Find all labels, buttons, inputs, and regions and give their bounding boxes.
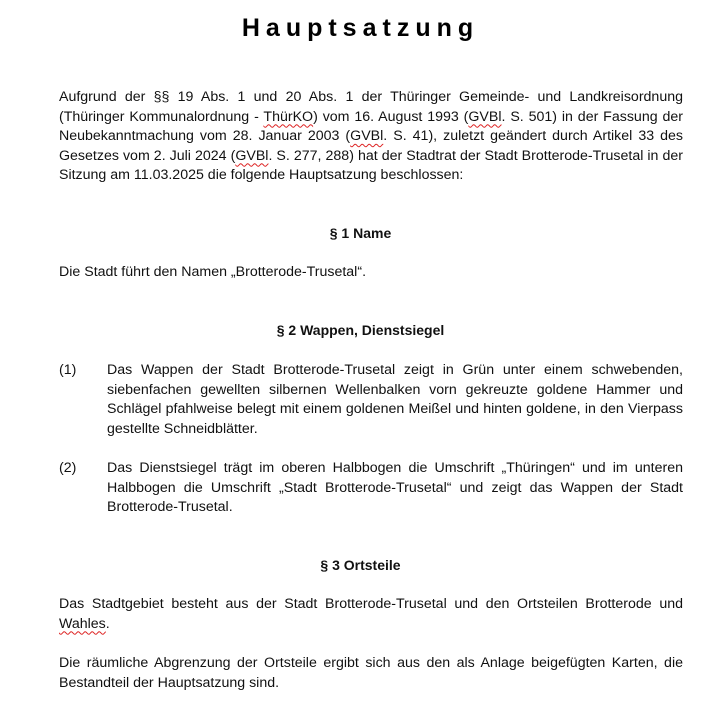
section-2-item-2 bbox=[59, 459, 683, 518]
section-1-heading: § 1 Name bbox=[329, 225, 392, 241]
abbr-gvbl-3: GVBl bbox=[235, 147, 269, 164]
preamble-paragraph bbox=[59, 88, 683, 186]
section-3-heading: § 3 Ortsteile bbox=[320, 557, 401, 573]
word-wahles: Wahles bbox=[59, 615, 106, 632]
item-number: (1) bbox=[59, 362, 77, 378]
item-number: (2) bbox=[59, 460, 77, 476]
abbr-gvbl-1: GVBl bbox=[468, 108, 502, 125]
preamble-text-5: . S. 277, 288) hat der Stadtrat der Stadt Brotterode-Trusetal in der Sitzung am 11.03.2025 die folgende Hauptsatzung beschlossen: bbox=[59, 147, 683, 183]
preamble-text-2: ) vom 16. August 1993 ( bbox=[313, 108, 469, 125]
document-title: Hauptsatzung bbox=[241, 14, 480, 42]
section-1-text: Die Stadt führt den Namen „Brotterode-Trusetal“. bbox=[59, 264, 367, 280]
section-2-item-1 bbox=[59, 361, 683, 439]
item-text: Das Wappen der Stadt Brotterode-Trusetal zeigt in Grün unter einem schwebenden, siebenfachen gewellten silbernen Wellenbalken vorn gekreuzte goldene Hammer und Schlägel pfahlweise belegt mit einem goldenen Meißel und hinten goldene, in den Vierpass gestellte Schneidblätter. bbox=[107, 362, 683, 437]
section-3-text-1b: . bbox=[105, 615, 110, 632]
section-3-paragraph-1 bbox=[59, 595, 683, 634]
section-2-heading: § 2 Wappen, Dienstsiegel bbox=[276, 322, 445, 338]
item-text: Das Dienstsiegel trägt im oberen Halbbogen die Umschrift „Thüringen“ und im unteren Halbbogen die Umschrift „Stadt Brotterode-Trusetal“ und zeigt das Wappen der Stadt Brotterode-Trusetal. bbox=[107, 460, 683, 515]
section-3-text-1a: Das Stadtgebiet besteht aus der Stadt Brotterode-Trusetal und den Ortsteilen Brotterode und bbox=[59, 596, 683, 612]
preamble-text-3: . S. 501) in der Fassung der Neubekanntmachung vom 28. Januar 2003 ( bbox=[59, 108, 683, 144]
preamble-text-1: Aufgrund der §§ 19 Abs. 1 und 20 Abs. 1 der Thüringer Gemeinde- und Landkreisordnung (Thüringer Kommunalordnung - bbox=[59, 89, 683, 125]
preamble-text-4: . S. 41), zuletzt geändert durch Artikel 33 des Gesetzes vom 2. Juli 2024 ( bbox=[59, 128, 683, 164]
abbr-thuerko: ThürKO bbox=[263, 108, 314, 125]
abbr-gvbl-2: GVBl bbox=[350, 128, 384, 144]
section-3-paragraph-2: Die räumliche Abgrenzung der Ortsteile ergibt sich aus den als Anlage beigefügten Karten, die Bestandteil der Hauptsatzung sind. bbox=[59, 655, 683, 691]
